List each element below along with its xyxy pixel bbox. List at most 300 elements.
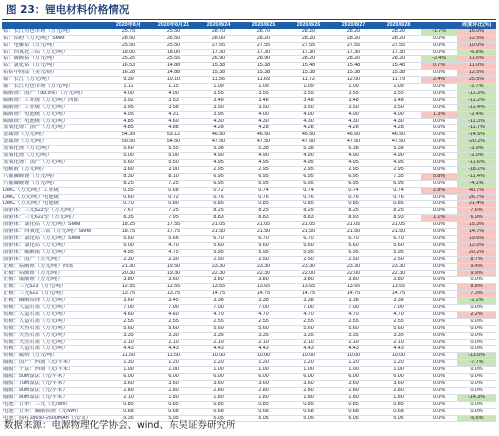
price-cell: 3.35 (106, 332, 151, 339)
price-cell: 27.55 (286, 42, 331, 49)
price-cell: 4.43 (241, 346, 286, 353)
price-cell: 5.60 (376, 325, 421, 332)
row-label: 隔膜：9um湿法（元/平米） (2, 387, 106, 394)
price-cell: 6.70 (331, 235, 376, 242)
price-cell: 21.05 (376, 222, 421, 229)
row-label: 碳酸锂：工业级（万元/吨） (2, 104, 106, 111)
price-cell: 19.30 (151, 270, 196, 277)
row-label: 钴：钴粉（万元/吨）SMM (2, 35, 106, 42)
price-cell: 1.20 (286, 360, 331, 367)
price-cell: 6.70 (376, 235, 421, 242)
price-cell: 28.00 (196, 35, 241, 42)
price-cell: 5.05 (241, 415, 286, 422)
price-cell: 3.80 (106, 277, 151, 284)
price-cell: 1.09 (331, 84, 376, 91)
price-cell: 0.85 (376, 401, 421, 408)
price-cell: 5.60 (106, 160, 151, 167)
weekly-change-cell: -11.4% (457, 173, 496, 180)
table-row (2, 77, 496, 84)
price-cell: 8.83 (196, 215, 241, 222)
price-cell: 17.30 (286, 49, 331, 56)
price-cell: 25.50 (151, 29, 196, 35)
weekly-change-cell: -2.0% (457, 153, 496, 160)
price-cell: 8.30 (106, 173, 151, 180)
price-cell: 47.50 (286, 139, 331, 146)
price-cell: 3.48 (376, 97, 421, 104)
weekly-change-cell: 11.6% (457, 56, 496, 63)
price-cell: 3.30 (151, 332, 196, 339)
weekly-change-cell: -20.2% (457, 139, 496, 146)
weekly-change-cell: 11.0% (457, 63, 496, 70)
weekly-change-cell: -11.7% (457, 125, 496, 132)
price-cell: 2.50 (241, 256, 286, 263)
daily-change-cell: 0.0% (421, 346, 457, 353)
price-cell: 5.00 (106, 242, 151, 249)
price-cell: 6.00 (106, 374, 151, 381)
price-cell: 15.38 (286, 70, 331, 77)
daily-change-cell: 0.0% (421, 408, 457, 415)
column-header: 2020/8/27 (331, 22, 376, 29)
price-cell: 21.50 (376, 229, 421, 236)
weekly-change-cell: 2.2% (457, 311, 496, 318)
price-cell: 15.38 (376, 70, 421, 77)
row-label: 钴钴中间品（美元/磅） (2, 70, 106, 77)
price-cell: 0.60 (106, 194, 151, 201)
table-row (2, 235, 496, 242)
price-cell: 2.10 (196, 339, 241, 346)
price-cell: 28.20 (331, 56, 376, 63)
price-cell: 11.69 (241, 77, 286, 84)
table-row (2, 187, 496, 194)
row-label: DMC（万元/吨）电池级 (2, 201, 106, 208)
row-label: 负极：天然石墨（万元/吨） (2, 339, 106, 346)
row-label: 隔膜：5um湿法（元/平米） (2, 374, 106, 381)
table-row (2, 408, 496, 415)
price-cell: 3.95 (196, 111, 241, 118)
price-cell: 4.70 (376, 311, 421, 318)
table-row (2, 311, 496, 318)
price-cell: 5.55 (151, 146, 196, 153)
row-label: 前驱体：氯化钴（万元/吨）SMM (2, 235, 106, 242)
price-cell: 17.55 (151, 222, 196, 229)
weekly-change-cell: 7.6% (457, 208, 496, 215)
price-cell: 0.70 (106, 201, 151, 208)
row-label: 前驱体：国产（万元/吨） (2, 256, 106, 263)
weekly-change-cell: 15.3% (457, 222, 496, 229)
price-cell: 1.80 (241, 394, 286, 401)
price-cell: 2.95 (376, 166, 421, 173)
price-cell: 3.60 (331, 381, 376, 388)
row-label: 隔膜：7um湿法（元/平米） (2, 381, 106, 388)
price-cell: 3.55 (331, 90, 376, 97)
weekly-change-cell: 0.0% (457, 332, 496, 339)
price-cell: 13.65 (376, 284, 421, 291)
weekly-change-cell: 8.8% (457, 284, 496, 291)
weekly-change-cell: 12.0% (457, 242, 496, 249)
column-header (2, 22, 106, 29)
price-cell: 6.95 (241, 173, 286, 180)
row-label: 负极：人造石墨（万元/吨） (2, 318, 106, 325)
price-cell: 4.60 (106, 311, 151, 318)
weekly-change-cell: 9.4% (457, 263, 496, 270)
price-cell: 7.00 (331, 305, 376, 312)
price-cell: 2.55 (286, 318, 331, 325)
price-cell: 1.30 (106, 360, 151, 367)
price-cell: 3.45 (151, 298, 196, 305)
price-cell: 0.76 (376, 194, 421, 201)
price-cell: 4.43 (286, 346, 331, 353)
price-cell: 2.55 (151, 318, 196, 325)
price-cell: 23.30 (241, 263, 286, 270)
price-cell: 5.38 (331, 146, 376, 153)
row-label: 电池：方形：三元（元/Wh） (2, 401, 106, 408)
row-label: 氢氧化锂（万元/吨） (2, 153, 106, 160)
table-row (2, 360, 496, 367)
table-row (2, 160, 496, 167)
price-cell: 4.95 (286, 160, 331, 167)
price-cell: 0.68 (286, 408, 331, 415)
price-cell: 19.50 (151, 263, 196, 270)
column-header (421, 22, 457, 29)
price-cell: 27.55 (196, 42, 241, 49)
price-cell: 22.00 (331, 270, 376, 277)
price-cell: 4.30 (286, 118, 331, 125)
price-cell: 4.90 (241, 153, 286, 160)
weekly-change-cell: 20.2% (457, 249, 496, 256)
price-cell: 8.25 (106, 180, 151, 187)
price-cell: 5.60 (196, 325, 241, 332)
price-cell: 28.20 (376, 29, 421, 35)
row-label: 正极：钴酸锂（万元/吨） (2, 270, 106, 277)
price-cell: 3.80 (331, 277, 376, 284)
weekly-change-cell: 0.0% (457, 305, 496, 312)
price-cell: 3.55 (196, 90, 241, 97)
weekly-change-cell: 0.0% (457, 325, 496, 332)
price-cell: 28.20 (331, 29, 376, 35)
price-cell: 4.43 (151, 346, 196, 353)
price-cell: 0.55 (106, 187, 151, 194)
weekly-change-cell: 0.0% (457, 374, 496, 381)
price-cell: 7.00 (151, 305, 196, 312)
price-cell: 0.68 (196, 408, 241, 415)
price-cell: 4.95 (376, 160, 421, 167)
price-cell: 8.83 (286, 215, 331, 222)
daily-change-cell: 0.0% (421, 284, 457, 291)
weekly-change-cell: 9.9% (457, 270, 496, 277)
price-cell: 1.00 (286, 367, 331, 374)
price-cell: 11.79 (376, 77, 421, 84)
table-row (2, 111, 496, 118)
column-header: 2020年8月 (106, 22, 151, 29)
price-cell: 10.00 (331, 353, 376, 360)
daily-change-cell: 0.0% (421, 318, 457, 325)
price-cell: 25.75 (106, 29, 151, 35)
row-label: 电解液（万元/吨） (2, 166, 106, 173)
price-cell: 5.50 (151, 160, 196, 167)
price-cell: 13.75 (106, 291, 151, 298)
price-cell: 5.38 (241, 146, 286, 153)
price-cell: 7.35 (376, 173, 421, 180)
weekly-change-cell: 0.0% (457, 277, 496, 284)
daily-change-cell: 0.0% (421, 153, 457, 160)
price-cell: 7.00 (106, 305, 151, 312)
table-row (2, 63, 496, 70)
weekly-change-cell: -5.6% (457, 415, 496, 422)
weekly-change-cell: -14.5% (457, 132, 496, 139)
table-row (2, 256, 496, 263)
table-row (2, 263, 496, 270)
price-cell: 21.05 (196, 222, 241, 229)
price-cell: 23.30 (331, 263, 376, 270)
daily-change-cell: 0.0% (421, 367, 457, 374)
row-label: 负极：人造石墨（万元/吨） (2, 311, 106, 318)
daily-change-cell: 0.0% (421, 84, 457, 91)
price-cell: 6.00 (286, 374, 331, 381)
price-cell: 4.00 (286, 111, 331, 118)
price-cell: 2.80 (331, 387, 376, 394)
price-cell: 21.05 (241, 222, 286, 229)
daily-change-cell: -1.7% (421, 29, 457, 35)
price-cell: 4.95 (196, 160, 241, 167)
price-cell: 26.90 (196, 56, 241, 63)
price-cell: 2.80 (376, 387, 421, 394)
price-cell: 1.00 (151, 367, 196, 374)
price-cell: 14.88 (151, 63, 196, 70)
price-cell: 5.60 (106, 325, 151, 332)
price-cell: 0.76 (286, 194, 331, 201)
price-cell: 1.15 (151, 84, 196, 91)
price-cell: 0.76 (331, 194, 376, 201)
daily-change-cell: 0.0% (421, 97, 457, 104)
column-header: 2020/8/28 (376, 22, 421, 29)
price-cell: 1.00 (376, 367, 421, 374)
price-cell: 3.35 (331, 332, 376, 339)
price-cell: 3.35 (376, 332, 421, 339)
price-cell: 2.10 (106, 339, 151, 346)
price-cell: 0.85 (331, 401, 376, 408)
price-cell: 0.72 (196, 187, 241, 194)
weekly-change-cell: 0.0% (457, 339, 496, 346)
price-cell: 5.95 (376, 249, 421, 256)
price-cell: 4.30 (241, 118, 286, 125)
table-row (2, 35, 496, 42)
price-cell: 5.38 (376, 146, 421, 153)
daily-change-cell: 0.0% (421, 49, 457, 56)
price-cell: 3.48 (241, 97, 286, 104)
price-cell: 4.28 (331, 125, 376, 132)
price-cell: 3.55 (376, 90, 421, 97)
price-cell: 5.60 (106, 146, 151, 153)
row-label: 前驱体：氯化钴（万元/吨）SMM (2, 222, 106, 229)
table-row (2, 381, 496, 388)
daily-change-cell: 0.0% (421, 70, 457, 77)
price-cell: 4.43 (196, 346, 241, 353)
price-cell: 17.75 (151, 229, 196, 236)
price-cell: 27.55 (376, 42, 421, 49)
price-cell: 47.50 (241, 139, 286, 146)
daily-change-cell: 0.0% (421, 208, 457, 215)
table-row (2, 49, 496, 56)
row-label: 负极：碳纳（万元/吨） (2, 353, 106, 360)
weekly-change-cell: 6.9% (457, 215, 496, 222)
price-cell: 11.50 (106, 353, 151, 360)
price-cell: 5.05 (331, 415, 376, 422)
price-cell: 5.60 (376, 242, 421, 249)
weekly-change-cell: -7.7% (457, 360, 496, 367)
price-cell: 6.70 (286, 235, 331, 242)
daily-change-cell: 0.0% (421, 229, 457, 236)
price-cell: 11.56 (196, 77, 241, 84)
table-row (2, 173, 496, 180)
price-cell: 1.00 (241, 367, 286, 374)
daily-change-cell: 0.0% (421, 118, 457, 125)
price-cell: 27.55 (241, 42, 286, 49)
title-divider (2, 19, 496, 20)
daily-change-cell: 0.0% (421, 311, 457, 318)
table-row (2, 298, 496, 305)
row-label: 正极：磷酸铁锂（万元/吨） (2, 298, 106, 305)
weekly-change-cell: 10.0% (457, 42, 496, 49)
price-cell: 1.00 (196, 367, 241, 374)
weekly-change-cell: -11.3% (457, 90, 496, 97)
price-cell: 13.65 (331, 284, 376, 291)
price-cell: 0.74 (241, 187, 286, 194)
price-cell: 12.55 (151, 284, 196, 291)
weekly-change-cell: -11.2% (457, 97, 496, 104)
price-cell: 28.20 (286, 56, 331, 63)
price-cell: 3.50 (331, 104, 376, 111)
table-row (2, 125, 496, 132)
price-cell: 18.00 (106, 49, 151, 56)
price-cell: 1.20 (196, 360, 241, 367)
price-cell: 8.25 (376, 208, 421, 215)
price-cell: 21.30 (106, 263, 151, 270)
table-row (2, 374, 496, 381)
price-cell: 5.60 (241, 242, 286, 249)
price-cell: 7.00 (196, 305, 241, 312)
price-cell: 3.53 (151, 97, 196, 104)
price-cell: 10.00 (241, 353, 286, 360)
table-row (2, 153, 496, 160)
price-cell: 2.10 (331, 339, 376, 346)
price-cell: 2.80 (151, 387, 196, 394)
row-label: 正极：三元622（万元/吨） (2, 291, 106, 298)
price-cell: 0.68 (106, 408, 151, 415)
table-row (2, 270, 496, 277)
price-cell: 23.30 (376, 263, 421, 270)
price-cell: 4.30 (376, 118, 421, 125)
price-cell: 4.00 (241, 111, 286, 118)
price-cell: 3.35 (286, 332, 331, 339)
price-cell: 0.85 (196, 201, 241, 208)
weekly-change-cell: -11.6% (457, 160, 496, 167)
price-cell: 8.35 (106, 215, 151, 222)
table-row (2, 229, 496, 236)
weekly-change-cell: 0.0% (457, 408, 496, 415)
price-cell: 1.09 (196, 84, 241, 91)
price-cell: 28.70 (241, 29, 286, 35)
price-cell: 4.70 (286, 311, 331, 318)
price-cell: 5.60 (331, 242, 376, 249)
price-cell: 10.00 (376, 353, 421, 360)
daily-change-cell: 0.0% (421, 146, 457, 153)
weekly-change-cell: 0.0% (457, 346, 496, 353)
price-cell: 21.05 (286, 222, 331, 229)
price-cell: 1.00 (331, 367, 376, 374)
price-cell: 3.48 (286, 97, 331, 104)
price-cell: 3.38 (331, 298, 376, 305)
price-cell: 6.95 (376, 180, 421, 187)
daily-change-cell: 0.0% (421, 132, 457, 139)
price-cell: 46.50 (376, 132, 421, 139)
price-cell: 3.48 (196, 97, 241, 104)
daily-change-cell: 0.0% (421, 387, 457, 394)
price-cell: 3.55 (286, 90, 331, 97)
price-cell: 9.39 (106, 77, 151, 84)
row-label: 镍：长江有色市场（万元/吨） (2, 84, 106, 91)
table-row (2, 401, 496, 408)
column-header: 2020/8/26 (286, 22, 331, 29)
weekly-change-cell: 12.5% (457, 35, 496, 42)
price-cell: 0.85 (151, 401, 196, 408)
daily-change-cell: 0.0% (421, 263, 457, 270)
daily-change-cell: 0.0% (421, 360, 457, 367)
price-cell: 14.75 (241, 291, 286, 298)
daily-change-cell: 0.0% (421, 325, 457, 332)
daily-change-cell: 0.0% (421, 374, 457, 381)
price-cell: 18.00 (151, 49, 196, 56)
price-cell: 2.80 (196, 387, 241, 394)
price-cell: 4.60 (151, 311, 196, 318)
price-cell: 1.20 (331, 360, 376, 367)
row-label: 镍：长江（万元/吨） (2, 77, 106, 84)
price-cell: 3.00 (151, 166, 196, 173)
weekly-change-cell: -11.3% (457, 118, 496, 125)
price-cell: 11.50 (151, 353, 196, 360)
price-cell: 53.12 (151, 132, 196, 139)
price-cell: 6.70 (241, 235, 286, 242)
price-cell: 3.58 (151, 104, 196, 111)
price-cell: 59.50 (106, 139, 151, 146)
price-cell: 5.95 (331, 249, 376, 256)
price-cell: 15.38 (196, 70, 241, 77)
price-cell: 1.20 (241, 360, 286, 367)
price-cell: 15.48 (376, 63, 421, 70)
price-cell: 7.00 (376, 305, 421, 312)
table-row (2, 42, 496, 49)
row-label: 正极：三元523（万元/吨） (2, 284, 106, 291)
table-row (2, 194, 496, 201)
daily-change-cell: 1.3% (421, 111, 457, 118)
price-cell: 4.05 (106, 111, 151, 118)
price-cell: 4.70 (151, 242, 196, 249)
price-cell: 3.95 (106, 104, 151, 111)
price-cell: 0.85 (106, 401, 151, 408)
daily-change-cell: 0.0% (421, 180, 457, 187)
price-cell: 2.95 (331, 166, 376, 173)
table-row (2, 56, 496, 63)
price-cell: 17.30 (196, 49, 241, 56)
price-cell: 3.50 (376, 104, 421, 111)
price-cell: 3.50 (286, 104, 331, 111)
row-label: DMC（万元/吨）工业级 (2, 187, 106, 194)
price-cell: 7.25 (151, 208, 196, 215)
price-cell: 28.20 (241, 35, 286, 42)
price-cell: 4.43 (106, 346, 151, 353)
price-cell: 1.80 (376, 394, 421, 401)
price-cell: 46.50 (196, 132, 241, 139)
price-cell: 2.10 (106, 394, 151, 401)
